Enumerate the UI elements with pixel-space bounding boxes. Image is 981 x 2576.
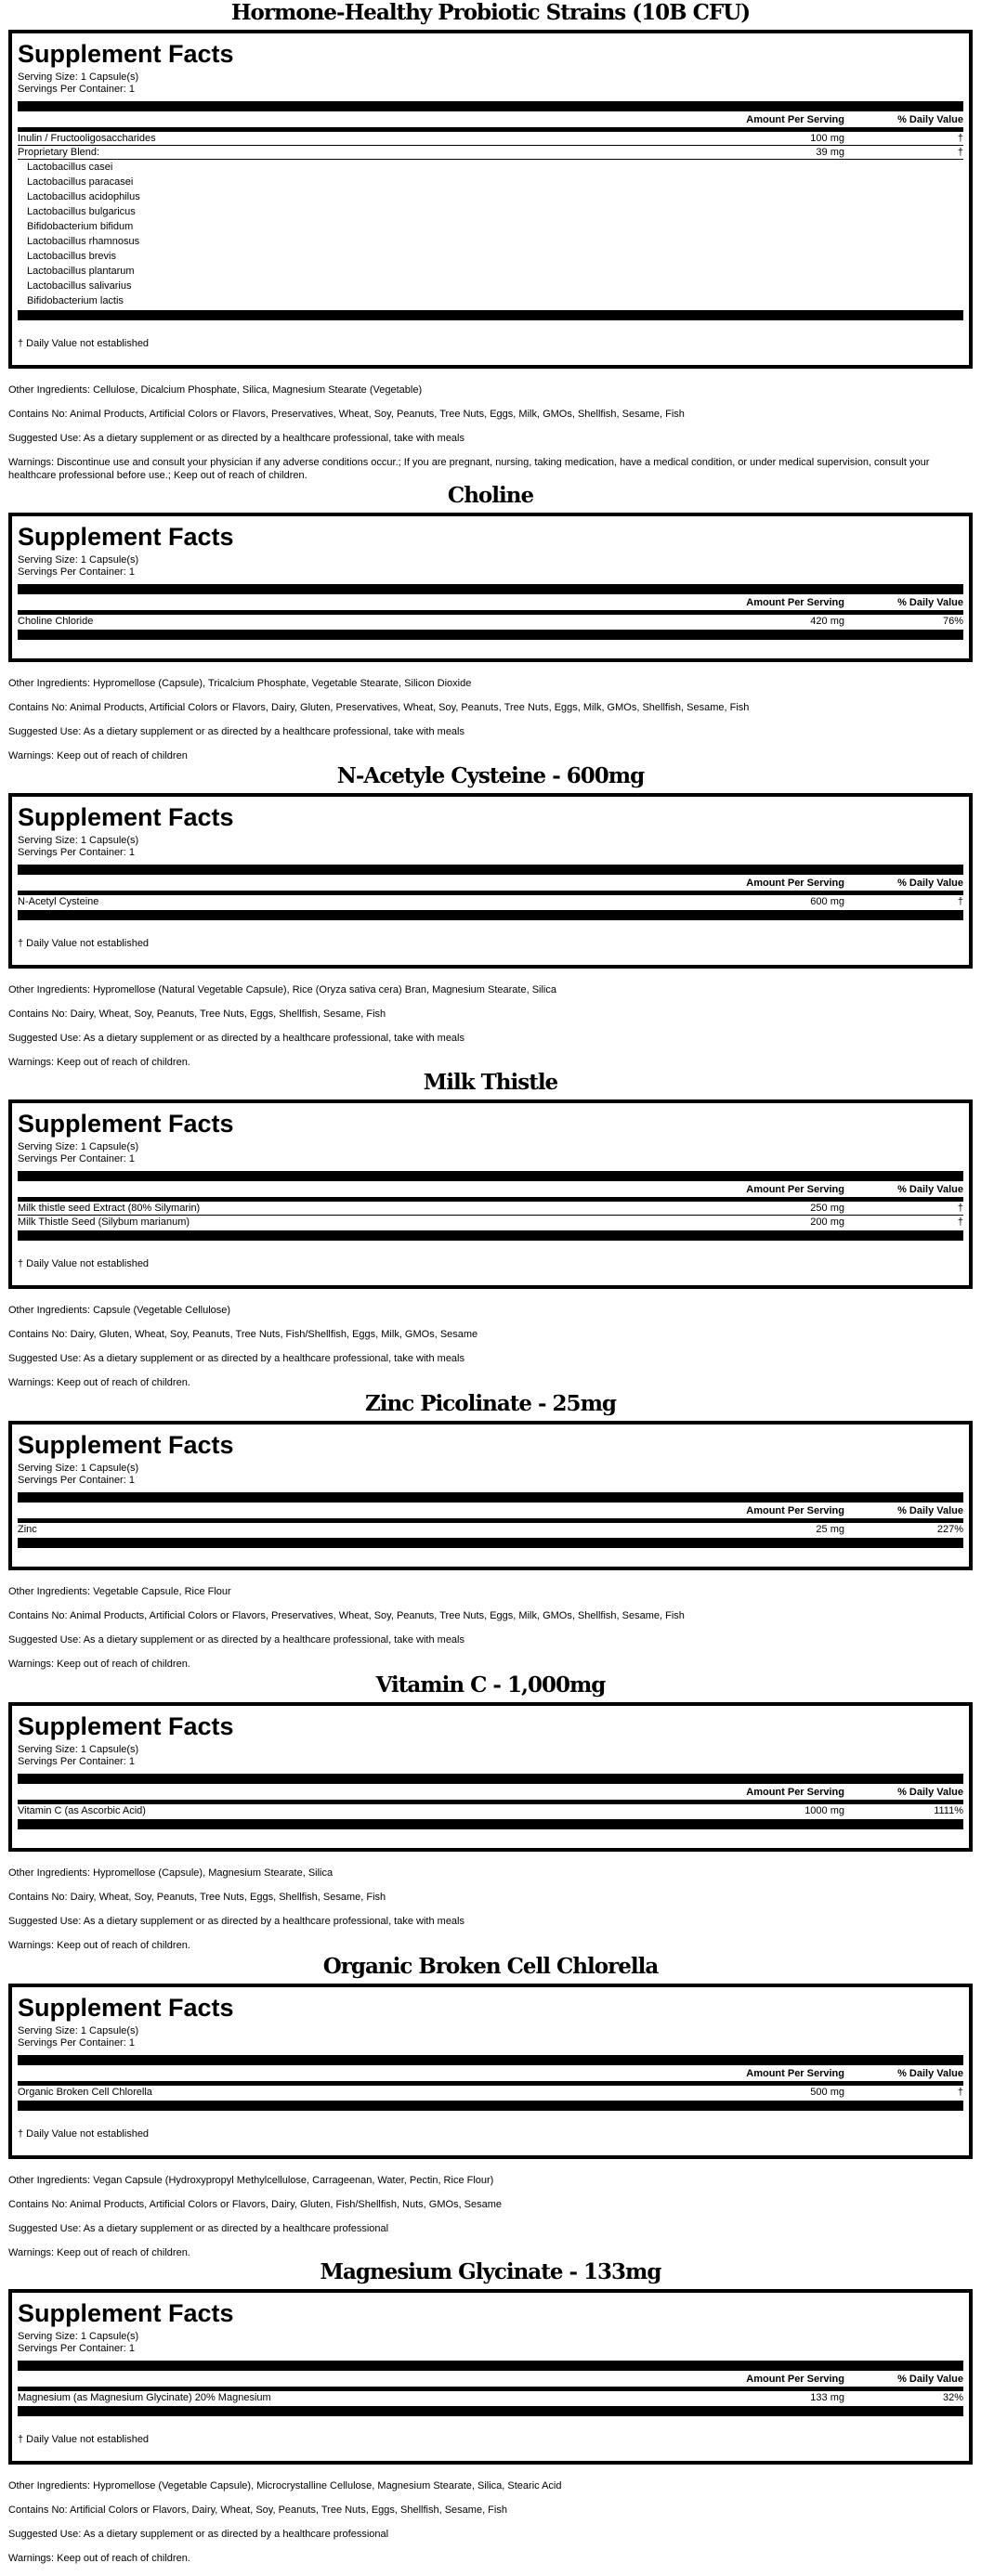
supplement-facts-panel: [8, 793, 973, 969]
suggested-use: Suggested Use: As a dietary supplement or as directed by a healthcare professional, take with meals: [8, 1033, 464, 1044]
nutrient-name: Milk thistle seed Extract (80% Silymarin): [18, 1203, 201, 1214]
servings-per-container: Servings Per Container: 1: [18, 847, 135, 858]
nutrient-row: [18, 2391, 963, 2404]
other-ingredients: Other Ingredients: Vegetable Capsule, Rice Flour: [8, 1586, 231, 1597]
product-section-vitamin-c: [0, 1672, 981, 1963]
blend-ingredient: Lactobacillus rhamnosus: [27, 236, 140, 247]
thick-divider: [18, 2361, 963, 2371]
thick-divider: [18, 1492, 963, 1503]
other-ingredients: Other Ingredients: Hypromellose (Natural Vegetable Capsule), Rice (Oryza sativa cera) Bran, Magnesium Stearate, Silica: [8, 984, 556, 995]
dv-footnote: † Daily Value not established: [18, 2434, 150, 2445]
other-ingredients: Other Ingredients: Capsule (Vegetable Cellulose): [8, 1305, 231, 1316]
suggested-use: Suggested Use: As a dietary supplement or as directed by a healthcare professional, take with meals: [8, 433, 464, 444]
nutrient-dv: 76%: [942, 616, 963, 627]
servings-per-container: Servings Per Container: 1: [18, 566, 135, 578]
facts-heading: Supplement Facts: [18, 523, 234, 551]
contains-no: Contains No: Dairy, Gluten, Wheat, Soy, Peanuts, Tree Nuts, Fish/Shellfish, Eggs, Milk, GMOs, Sesame: [8, 1329, 478, 1340]
warnings: Warnings: Keep out of reach of children.: [8, 1659, 190, 1670]
dv-header: % Daily Value: [897, 597, 963, 608]
other-ingredients: Other Ingredients: Hypromellose (Capsule), Magnesium Stearate, Silica: [8, 1867, 334, 1879]
servings-per-container: Servings Per Container: 1: [18, 84, 135, 95]
warnings: Warnings: Keep out of reach of children.: [8, 1377, 190, 1388]
nutrient-name: Choline Chloride: [18, 616, 94, 627]
amount-header: Amount Per Serving: [746, 114, 844, 125]
facts-heading: Supplement Facts: [18, 1431, 234, 1459]
warnings: Warnings: Keep out of reach of children.: [8, 2247, 190, 2258]
serving-size: Serving Size: 1 Capsule(s): [18, 554, 139, 566]
warnings: Warnings: Keep out of reach of children: [8, 750, 188, 761]
nutrient-row: [18, 1804, 963, 1817]
dv-footnote: † Daily Value not established: [18, 1258, 150, 1269]
amount-header: Amount Per Serving: [746, 2068, 844, 2079]
product-title: Zinc Picolinate - 25mg: [365, 1391, 616, 1416]
product-info: [8, 677, 973, 762]
supplement-facts-panel: [8, 30, 973, 369]
column-headers: [18, 1503, 963, 1518]
thick-divider: [18, 1774, 963, 1784]
contains-no: Contains No: Dairy, Wheat, Soy, Peanuts, Tree Nuts, Eggs, Shellfish, Sesame, Fish: [8, 1008, 386, 1020]
dv-header: % Daily Value: [897, 2068, 963, 2079]
blend-ingredient: Lactobacillus salivarius: [27, 280, 132, 292]
blend-ingredient: Bifidobacterium lactis: [27, 295, 124, 306]
warnings: Warnings: Keep out of reach of children.: [8, 2553, 190, 2564]
column-headers: [18, 111, 963, 127]
dv-header: % Daily Value: [897, 114, 963, 125]
product-section-choline: [0, 483, 981, 774]
warnings: Warnings: Keep out of reach of children.: [8, 1057, 190, 1068]
product-section-chlorella: [0, 1954, 981, 2270]
facts-heading: Supplement Facts: [18, 40, 234, 68]
warnings: Warnings: Discontinue use and consult your physician if any adverse conditions occur.; If you are pregnant, nursing, taking medication, have a medical condition, or under medical supervision, consult your healthcare professional before use.; Keep out of reach of children.: [8, 457, 930, 481]
dv-header: % Daily Value: [897, 2374, 963, 2385]
amount-header: Amount Per Serving: [746, 1505, 844, 1516]
blend-ingredient: Lactobacillus plantarum: [27, 266, 135, 277]
dv-footnote: † Daily Value not established: [18, 2128, 150, 2140]
nutrient-name: N-Acetyl Cysteine: [18, 896, 99, 907]
dv-header: % Daily Value: [897, 1787, 963, 1798]
product-title: Magnesium Glycinate - 133mg: [320, 2259, 661, 2284]
servings-per-container: Servings Per Container: 1: [18, 1153, 135, 1164]
nutrient-dv: †: [957, 896, 963, 907]
blend-ingredient: Lactobacillus brevis: [27, 251, 116, 262]
blend-ingredient: Lactobacillus casei: [27, 162, 113, 173]
nutrient-dv: †: [957, 147, 963, 158]
nutrient-row: [18, 615, 963, 628]
nutrient-name: Magnesium (as Magnesium Glycinate) 20% Magnesium: [18, 2392, 271, 2403]
nutrient-amount: 420 mg: [810, 616, 844, 627]
thick-divider: [18, 1819, 963, 1829]
facts-heading: Supplement Facts: [18, 2299, 234, 2327]
thick-divider: [18, 1230, 963, 1241]
supplement-facts-panel: [8, 1984, 973, 2159]
nutrient-amount: 1000 mg: [804, 1805, 844, 1816]
nutrient-amount: 39 mg: [816, 147, 844, 158]
suggested-use: Suggested Use: As a dietary supplement or as directed by a healthcare professional, take with meals: [8, 1916, 464, 1927]
facts-heading: Supplement Facts: [18, 1994, 234, 2022]
supplement-facts-panel: [8, 2289, 973, 2465]
nutrient-dv: †: [957, 1216, 963, 1228]
suggested-use: Suggested Use: As a dietary supplement or as directed by a healthcare professional, take with meals: [8, 1353, 464, 1364]
product-section-nac: [0, 763, 981, 1080]
blend-ingredient: Lactobacillus acidophilus: [27, 191, 140, 202]
amount-header: Amount Per Serving: [746, 1787, 844, 1798]
other-ingredients: Other Ingredients: Cellulose, Dicalcium Phosphate, Silica, Magnesium Stearate (Vegetable): [8, 384, 423, 396]
nutrient-row: [18, 1202, 963, 1216]
nutrient-name: Milk Thistle Seed (Silybum marianum): [18, 1216, 190, 1228]
serving-size: Serving Size: 1 Capsule(s): [18, 2025, 139, 2036]
supplement-facts-panel: [8, 1421, 973, 1570]
product-section-zinc: [0, 1391, 981, 1682]
nutrient-row: [18, 895, 963, 908]
nutrient-row: [18, 146, 963, 160]
nutrient-name: Organic Broken Cell Chlorella: [18, 2087, 152, 2098]
blend-ingredient: Lactobacillus paracasei: [27, 176, 134, 188]
contains-no: Contains No: Dairy, Wheat, Soy, Peanuts, Tree Nuts, Eggs, Shellfish, Sesame, Fish: [8, 1892, 386, 1903]
nutrient-amount: 250 mg: [810, 1203, 844, 1214]
facts-heading: Supplement Facts: [18, 1110, 234, 1138]
servings-per-container: Servings Per Container: 1: [18, 1475, 135, 1486]
nutrient-name: Zinc: [18, 1524, 37, 1535]
suggested-use: Suggested Use: As a dietary supplement or as directed by a healthcare professional, take with meals: [8, 1634, 464, 1646]
product-info: [8, 384, 973, 482]
column-headers: [18, 594, 963, 610]
amount-header: Amount Per Serving: [746, 597, 844, 608]
dv-header: % Daily Value: [897, 1505, 963, 1516]
warnings: Warnings: Keep out of reach of children.: [8, 1940, 190, 1951]
other-ingredients: Other Ingredients: Vegan Capsule (Hydroxypropyl Methylcellulose, Carrageenan, Water, Pectin, Rice Flour): [8, 2175, 494, 2186]
serving-size: Serving Size: 1 Capsule(s): [18, 2331, 139, 2342]
nutrient-amount: 500 mg: [810, 2087, 844, 2098]
product-title: Hormone-Healthy Probiotic Strains (10B CFU): [230, 0, 751, 25]
serving-size: Serving Size: 1 Capsule(s): [18, 1463, 139, 1474]
nutrient-dv: 1111%: [934, 1805, 963, 1816]
nutrient-amount: 600 mg: [810, 896, 844, 907]
column-headers: [18, 2065, 963, 2081]
column-headers: [18, 1181, 963, 1197]
nutrient-row: [18, 132, 963, 146]
thick-divider: [18, 865, 963, 875]
serving-size: Serving Size: 1 Capsule(s): [18, 72, 139, 83]
blend-ingredient: Lactobacillus bulgaricus: [27, 206, 136, 217]
product-info: [8, 1304, 973, 1389]
nutrient-amount: 100 mg: [810, 133, 844, 144]
nutrient-dv: 32%: [942, 2392, 963, 2403]
nutrient-name: Vitamin C (as Ascorbic Acid): [18, 1805, 146, 1816]
nutrient-dv: †: [957, 133, 963, 144]
contains-no: Contains No: Artificial Colors or Flavors, Dairy, Wheat, Soy, Peanuts, Tree Nuts, Eggs, Shellfish, Sesame, Fish: [8, 2504, 507, 2516]
column-headers: [18, 2371, 963, 2387]
nutrient-name: Inulin / Fructooligosaccharides: [18, 133, 156, 144]
contains-no: Contains No: Animal Products, Artificial Colors or Flavors, Preservatives, Wheat, Soy, Peanuts, Tree Nuts, Eggs, Milk, GMOs, Shellfish, Sesame, Fish: [8, 1610, 685, 1621]
contains-no: Contains No: Animal Products, Artificial Colors or Flavors, Preservatives, Wheat, Soy, Peanuts, Tree Nuts, Eggs, Milk, GMOs, Shellfish, Sesame, Fish: [8, 409, 685, 420]
facts-heading: Supplement Facts: [18, 1712, 234, 1740]
product-info: [8, 2479, 973, 2565]
suggested-use: Suggested Use: As a dietary supplement or as directed by a healthcare professional, take with meals: [8, 726, 464, 737]
thick-divider: [18, 1538, 963, 1548]
product-title: N-Acetyle Cysteine - 600mg: [336, 763, 645, 788]
nutrient-amount: 200 mg: [810, 1216, 844, 1228]
product-title: Vitamin C - 1,000mg: [375, 1672, 606, 1698]
supplement-facts-panel: [8, 513, 973, 662]
contains-no: Contains No: Animal Products, Artificial Colors or Flavors, Dairy, Gluten, Fish/Shellfish, Nuts, GMOs, Sesame: [8, 2199, 503, 2210]
thick-divider: [18, 910, 963, 920]
supplement-facts-panel: [8, 1099, 973, 1289]
other-ingredients: Other Ingredients: Hypromellose (Capsule), Tricalcium Phosphate, Vegetable Stearate, Silicon Dioxide: [8, 678, 472, 689]
nutrient-amount: 25 mg: [816, 1524, 844, 1535]
product-info: [8, 1585, 973, 1671]
serving-size: Serving Size: 1 Capsule(s): [18, 1744, 139, 1755]
nutrient-name: Proprietary Blend:: [18, 147, 100, 158]
servings-per-container: Servings Per Container: 1: [18, 2343, 135, 2354]
nutrient-row: [18, 2086, 963, 2099]
amount-header: Amount Per Serving: [746, 2374, 844, 2385]
column-headers: [18, 875, 963, 891]
contains-no: Contains No: Animal Products, Artificial Colors or Flavors, Dairy, Gluten, Preservatives, Wheat, Soy, Peanuts, Tree Nuts, Eggs, Milk, GMOs, Shellfish, Sesame, Fish: [8, 702, 750, 713]
nutrient-row: [18, 1216, 963, 1229]
thick-divider: [18, 2055, 963, 2065]
facts-heading: Supplement Facts: [18, 803, 234, 831]
nutrient-dv: †: [957, 1203, 963, 1214]
product-section-magnesium: [0, 2259, 981, 2576]
thick-divider: [18, 1171, 963, 1181]
dv-header: % Daily Value: [897, 1184, 963, 1195]
servings-per-container: Servings Per Container: 1: [18, 2037, 135, 2049]
product-section-probiotic: [0, 0, 981, 493]
thick-divider: [18, 630, 963, 640]
product-title: Choline: [447, 483, 534, 508]
nutrient-amount: 133 mg: [810, 2392, 844, 2403]
product-info: [8, 1867, 973, 1952]
product-info: [8, 983, 973, 1069]
nutrient-row: [18, 1523, 963, 1536]
servings-per-container: Servings Per Container: 1: [18, 1756, 135, 1767]
thick-divider: [18, 310, 963, 320]
amount-header: Amount Per Serving: [746, 878, 844, 889]
product-section-milk-thistle: [0, 1070, 981, 1400]
dv-footnote: † Daily Value not established: [18, 938, 150, 949]
suggested-use: Suggested Use: As a dietary supplement or as directed by a healthcare professional: [8, 2223, 389, 2234]
supplement-facts-panel: [8, 1702, 973, 1852]
dv-footnote: † Daily Value not established: [18, 338, 150, 349]
dv-header: % Daily Value: [897, 878, 963, 889]
nutrient-dv: 227%: [936, 1524, 963, 1535]
suggested-use: Suggested Use: As a dietary supplement or as directed by a healthcare professional: [8, 2529, 389, 2540]
product-info: [8, 2174, 973, 2259]
product-title: Milk Thistle: [423, 1070, 558, 1095]
nutrient-dv: †: [957, 2087, 963, 2098]
blend-ingredient: Bifidobacterium bifidum: [27, 221, 134, 232]
product-title: Organic Broken Cell Chlorella: [322, 1954, 659, 1979]
amount-header: Amount Per Serving: [746, 1184, 844, 1195]
column-headers: [18, 1784, 963, 1800]
thick-divider: [18, 2101, 963, 2111]
serving-size: Serving Size: 1 Capsule(s): [18, 1141, 139, 1152]
thick-divider: [18, 101, 963, 111]
thick-divider: [18, 2406, 963, 2416]
serving-size: Serving Size: 1 Capsule(s): [18, 835, 139, 846]
other-ingredients: Other Ingredients: Hypromellose (Vegetable Capsule), Microcrystalline Cellulose, Magnesium Stearate, Silica, Stearic Acid: [8, 2480, 562, 2491]
thick-divider: [18, 584, 963, 594]
